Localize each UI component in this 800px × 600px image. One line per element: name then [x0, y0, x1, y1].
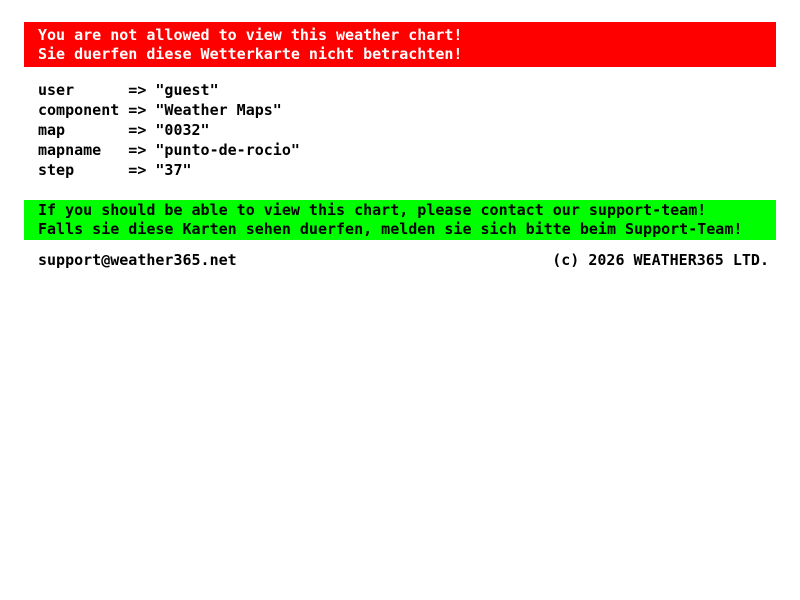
footer: [24, 251, 776, 270]
detail-row-map: [38, 120, 776, 140]
detail-value: "punto-de-rocio": [155, 141, 300, 159]
contact-support-line-de: Falls sie diese Karten sehen duerfen, melden sie sich bitte beim Support-Team!: [38, 220, 743, 238]
detail-key: user: [38, 81, 75, 99]
access-denied-line-en: You are not allowed to view this weather chart!: [38, 25, 463, 44]
detail-row-step: [38, 160, 776, 180]
detail-row-user: [38, 80, 776, 100]
arrow-glyph: =>: [128, 161, 147, 179]
detail-value: "guest": [155, 81, 219, 99]
arrow-glyph: =>: [128, 141, 147, 159]
detail-key: map: [38, 121, 66, 139]
access-denied-line-de: Sie duerfen diese Wetterkarte nicht betrachten!: [38, 44, 463, 63]
detail-row-mapname: [38, 140, 776, 160]
contact-support-line-en: If you should be able to view this chart, please contact our support-team!: [38, 201, 707, 219]
support-email: support@weather365.net: [38, 251, 237, 269]
page-container: [24, 22, 776, 270]
detail-value: "0032": [155, 121, 210, 139]
arrow-glyph: =>: [128, 101, 147, 119]
detail-key: component: [38, 101, 120, 119]
access-denied-banner: [24, 22, 776, 67]
request-details: [24, 80, 776, 180]
copyright-notice: (c) 2026 WEATHER365 LTD.: [552, 251, 769, 269]
arrow-glyph: =>: [128, 81, 147, 99]
detail-key: mapname: [38, 141, 102, 159]
detail-value: "37": [155, 161, 192, 179]
detail-row-component: [38, 100, 776, 120]
detail-key: step: [38, 161, 75, 179]
arrow-glyph: =>: [128, 121, 147, 139]
contact-support-banner: [24, 200, 776, 240]
detail-value: "Weather Maps": [155, 101, 282, 119]
